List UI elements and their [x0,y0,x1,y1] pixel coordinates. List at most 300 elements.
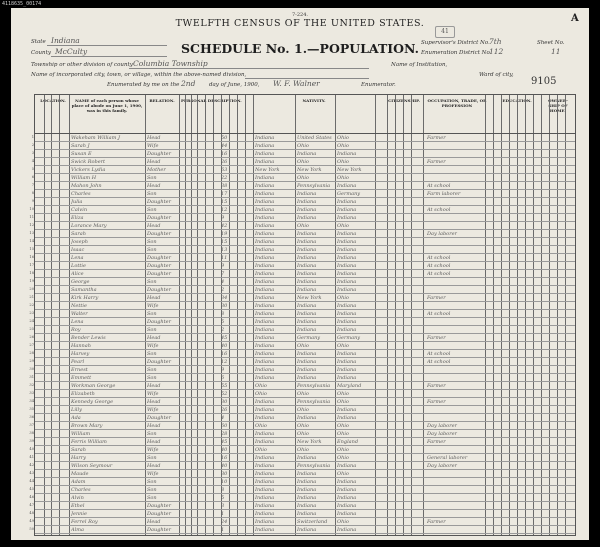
mother-birthplace: Ohio [337,390,349,397]
person-name: Brown Mary [71,422,103,429]
relation: Head [147,294,161,301]
birthplace: Indiana [255,302,275,309]
person-name: Alvin [71,494,84,501]
birthplace: Indiana [255,222,275,229]
person-name: Samantha [71,286,97,293]
birthplace: Indiana [255,518,275,525]
person-name: Pearl [71,358,85,365]
father-birthplace: Indiana [297,262,317,269]
person-name: Swick Robert [71,158,106,165]
row-number: 47 [29,502,34,507]
birthplace: Indiana [255,398,275,405]
father-birthplace: Indiana [297,230,317,237]
person-name: George [71,278,90,285]
relation: Son [147,486,157,493]
person-name: Mahon John [71,182,102,189]
enumerated-label: Enumerated by me on the [107,82,180,88]
person-name: Lorance Mary [71,222,107,229]
row-number: 16 [29,254,34,259]
sheet-no-value: 11 [551,47,561,56]
mother-birthplace: Ohio [337,446,349,453]
birthplace: Indiana [255,238,275,245]
occupation: Day laborer [427,422,457,429]
supervisor-label: Supervisor's District No. [421,40,490,46]
person-name: Sarah [71,446,86,453]
birthplace: Indiana [255,198,275,205]
father-birthplace: Indiana [297,198,317,205]
occupation: At school [427,350,451,357]
person-name: Susan E [71,150,92,157]
age: 15 [221,198,228,205]
age: 55 [221,382,228,389]
person-name: Calvin [71,206,88,213]
relation: Daughter [147,150,171,157]
row-number: 31 [29,374,34,379]
mother-birthplace: Indiana [337,310,357,317]
person-name: Roy [71,326,81,333]
person-name: Harvey [71,350,90,357]
mother-birthplace: Indiana [337,494,357,501]
relation: Son [147,454,157,461]
age: 30 [221,302,228,309]
birthplace: Indiana [255,486,275,493]
age: 50 [221,134,228,141]
relation: Son [147,310,157,317]
row-number: 23 [29,310,34,315]
occupation: At school [427,182,451,189]
father-birthplace: Ohio [297,390,309,397]
mother-birthplace: Indiana [337,238,357,245]
row-number: 27 [29,342,34,347]
relation: Son [147,478,157,485]
person-name: Alice [71,270,84,277]
person-name: Ada [71,414,81,421]
relation: Head [147,462,161,469]
age: 12 [221,206,228,213]
age: 16 [221,454,228,461]
relation: Son [147,430,157,437]
person-name: Hannah [71,342,91,349]
mother-birthplace: Indiana [337,214,357,221]
col-education: EDUCATION. [502,98,532,103]
person-name: Elizabeth [71,390,95,397]
birthplace: Indiana [255,310,275,317]
mother-birthplace: Indiana [337,246,357,253]
mother-birthplace: Indiana [337,230,357,237]
row-number: 29 [29,358,34,363]
relation: Head [147,382,161,389]
row-number: 3 [31,150,34,155]
birthplace: Indiana [255,214,275,221]
sheet-no-label: Sheet No. [537,40,565,46]
incorporated-label: Name of incorporated city, town, or village, within the above-named division, [31,72,247,78]
father-birthplace: Indiana [297,214,317,221]
age: 15 [221,238,228,245]
birthplace: Indiana [255,246,275,253]
father-birthplace: Indiana [297,358,317,365]
birthplace: Indiana [255,334,275,341]
relation: Daughter [147,230,171,237]
father-birthplace: Switzerland [297,518,328,525]
mother-birthplace: Ohio [337,342,349,349]
person-name: Alma [71,526,84,533]
birthplace: Indiana [255,462,275,469]
row-number: 28 [29,350,34,355]
age: 40 [221,446,228,453]
relation: Daughter [147,198,171,205]
person-name: Julia [71,198,83,205]
relation: Wife [147,446,159,453]
col-citizenship: CITIZENSHIP. [388,98,420,103]
age: 4 [221,414,225,421]
relation: Son [147,326,157,333]
row-number: 20 [29,286,34,291]
mother-birthplace: Indiana [337,254,357,261]
age: 38 [221,182,228,189]
mother-birthplace: Indiana [337,278,357,285]
relation: Wife [147,342,159,349]
row-number: 8 [31,190,34,195]
age: 8 [221,310,225,317]
mother-birthplace: Ohio [337,422,349,429]
col-occupation: OCCUPATION, TRADE, OR PROFESSION [427,98,487,108]
person-name: Lilly [71,406,82,413]
father-birthplace: Indiana [297,502,317,509]
row-number: 37 [29,422,34,427]
birthplace: Indiana [255,286,275,293]
age: 5 [221,318,225,325]
relation: Head [147,182,161,189]
township-line [129,68,369,69]
father-birthplace: Indiana [297,414,317,421]
person-name: Sarah [71,230,86,237]
mother-birthplace: Ohio [337,158,349,165]
mother-birthplace: Indiana [337,302,357,309]
row-number: 5 [31,166,34,171]
age: 34 [221,294,228,301]
birthplace: Indiana [255,270,275,277]
mother-birthplace: Ohio [337,398,349,405]
occupation: Day laborer [427,462,457,469]
mother-birthplace: Indiana [337,366,357,373]
person-name: Walter [71,310,88,317]
mother-birthplace: England [337,438,359,445]
age: 16 [221,350,228,357]
person-name: Sarah J [71,142,90,149]
birthplace: Indiana [255,134,275,141]
person-name: Harry [71,454,86,461]
institution-label: Name of Institution, [391,62,448,68]
father-birthplace: Indiana [297,190,317,197]
relation: Daughter [147,318,171,325]
person-name: Bender Lewis [71,334,106,341]
father-birthplace: Indiana [297,526,317,533]
relation: Head [147,334,161,341]
birthplace: Indiana [255,478,275,485]
birthplace: Indiana [255,206,275,213]
father-birthplace: New York [297,294,322,301]
enumerator-label: Enumerator. [361,82,396,88]
age: 42 [221,222,228,229]
mother-birthplace: Germany [337,334,361,341]
occupation: Day laborer [427,230,457,237]
row-number: 43 [29,470,34,475]
age: 7 [221,270,225,277]
relation: Mother [147,166,166,173]
age: 45 [221,334,228,341]
age: 1 [221,510,225,517]
age: 9 [221,366,225,373]
age: 13 [221,246,228,253]
mother-birthplace: Indiana [337,478,357,485]
sheet-letter: A [571,13,579,24]
age: 19 [221,230,228,237]
row-number: 11 [29,214,34,219]
page-number: 9105 [531,76,557,87]
relation: Daughter [147,286,171,293]
mother-birthplace: Ohio [337,222,349,229]
relation: Head [147,422,161,429]
relation: Wife [147,142,159,149]
birthplace: Indiana [255,526,275,533]
age: 2 [221,286,225,293]
birthplace: Indiana [255,230,275,237]
birthplace: Indiana [255,326,275,333]
birthplace: Ohio [255,422,267,429]
birthplace: Indiana [255,190,275,197]
birthplace: Indiana [255,414,275,421]
age: 10 [221,478,228,485]
birthplace: Ohio [255,382,267,389]
row-number: 50 [29,526,34,531]
mother-birthplace: Indiana [337,414,357,421]
father-birthplace: Indiana [297,310,317,317]
mother-birthplace: Indiana [337,182,357,189]
mother-birthplace: Indiana [337,486,357,493]
person-name: Ferris William [71,438,107,445]
occupation: At school [427,358,451,365]
mother-birthplace: Indiana [337,358,357,365]
row-number: 45 [29,486,34,491]
relation: Son [147,246,157,253]
state-value: Indiana [51,36,80,45]
age: 4 [221,278,225,285]
mother-birthplace: Indiana [337,326,357,333]
june-label: day of June, 1900, [209,82,260,88]
day-value: 2nd [181,79,196,88]
person-name: Workman George [71,382,116,389]
age: 24 [221,518,228,525]
form-number: 7-224. [291,12,308,18]
relation: Son [147,206,157,213]
relation: Head [147,134,161,141]
father-birthplace: Indiana [297,510,317,517]
occupation: Farmer [427,134,446,141]
mother-birthplace: Indiana [337,462,357,469]
mother-birthplace: Ohio [337,430,349,437]
relation: Head [147,438,161,445]
person-name: Maude [71,470,89,477]
col-nativity: NATIVITY. [302,98,326,103]
row-number: 14 [29,238,34,243]
father-birthplace: Indiana [297,326,317,333]
age: 44 [221,142,228,149]
age: 8 [221,486,225,493]
father-birthplace: Indiana [297,486,317,493]
row-number: 17 [29,262,34,267]
census-title: TWELFTH CENSUS OF THE UNITED STATES. [175,18,425,29]
birthplace: Indiana [255,350,275,357]
relation: Daughter [147,510,171,517]
mother-birthplace: Maryland [337,382,362,389]
relation: Son [147,190,157,197]
row-number: 10 [29,206,34,211]
relation: Daughter [147,502,171,509]
relation: Head [147,518,161,525]
state-line [47,45,167,46]
birthplace: Indiana [255,438,275,445]
father-birthplace: Indiana [297,454,317,461]
father-birthplace: Indiana [297,366,317,373]
occupation: At school [427,206,451,213]
mother-birthplace: Indiana [337,318,357,325]
age: 40 [221,342,228,349]
mother-birthplace: Ohio [337,142,349,149]
relation: Daughter [147,254,171,261]
col-relation: RELATION. [149,98,175,103]
birthplace: Indiana [255,174,275,181]
father-birthplace: Indiana [297,238,317,245]
row-number: 40 [29,446,34,451]
person-name: Ethel [71,502,85,509]
row-number: 26 [29,334,34,339]
occupation: Farmer [427,398,446,405]
age: 22 [221,174,228,181]
father-birthplace: Ohio [297,142,309,149]
age: 11 [221,254,228,261]
birthplace: Indiana [255,318,275,325]
mother-birthplace: Indiana [337,270,357,277]
father-birthplace: New York [297,166,322,173]
row-number: 38 [29,430,34,435]
mother-birthplace: Ohio [337,294,349,301]
occupation: Farmer [427,334,446,341]
birthplace: Indiana [255,254,275,261]
relation: Wife [147,470,159,477]
birthplace: Indiana [255,278,275,285]
census-sheet [11,8,589,540]
col-location: LOCATION. [40,98,66,103]
father-birthplace: Ohio [297,158,309,165]
occupation: Farmer [427,518,446,525]
age: 17 [221,190,228,197]
person-name: William [71,430,91,437]
age: 5 [221,494,225,501]
father-birthplace: Ohio [297,342,309,349]
birthplace: Indiana [255,294,275,301]
person-name: William H [71,174,97,181]
birthplace: New York [255,166,280,173]
father-birthplace: Pennsylvania [297,382,331,389]
father-birthplace: Ohio [297,446,309,453]
occupation: General laborer [427,454,468,461]
mother-birthplace: Ohio [337,454,349,461]
mother-birthplace: Ohio [337,518,349,525]
father-birthplace: Ohio [297,222,309,229]
relation: Head [147,398,161,405]
row-number: 24 [29,318,34,323]
row-number: 1 [31,134,34,139]
birthplace: Indiana [255,430,275,437]
father-birthplace: Pennsylvania [297,462,331,469]
birthplace: Indiana [255,494,275,501]
mother-birthplace: Ohio [337,134,349,141]
person-name: Charles [71,486,91,493]
row-number: 12 [29,222,34,227]
mother-birthplace: Ohio [337,174,349,181]
father-birthplace: Indiana [297,350,317,357]
father-birthplace: Indiana [297,270,317,277]
birthplace: Indiana [255,406,275,413]
col-ownership: OWNER-SHIP OF HOME. [548,98,568,113]
age: 52 [221,390,228,397]
person-name: Emmett [71,374,92,381]
col-personal: PERSONAL DESCRIPTION. [181,98,242,103]
row-number: 13 [29,230,34,235]
person-name: Charles [71,190,91,197]
county-value: McCulty [55,47,88,56]
mother-birthplace: Indiana [337,198,357,205]
relation: Son [147,278,157,285]
relation: Head [147,222,161,229]
row-number: 32 [29,382,34,387]
age: 6 [221,374,225,381]
relation: Daughter [147,214,171,221]
person-name: Wakeham William J [71,134,120,141]
row-number: 19 [29,278,34,283]
township-value: Columbia Township [133,59,208,68]
mother-birthplace: Indiana [337,262,357,269]
row-number: 2 [31,142,34,147]
row-number: 39 [29,438,34,443]
state-label: State [31,39,46,45]
father-birthplace: Indiana [297,286,317,293]
row-number: 4 [31,158,34,163]
age: 3 [221,502,225,509]
occupation: At school [427,254,451,261]
row-number: 15 [29,246,34,251]
mother-birthplace: Indiana [337,510,357,517]
birthplace: Ohio [255,446,267,453]
age: 28 [221,430,228,437]
person-name: Joseph [71,238,88,245]
birthplace: Indiana [255,150,275,157]
father-birthplace: New York [297,438,322,445]
person-name: Kirk Harry [71,294,99,301]
row-number: 46 [29,494,34,499]
relation: Son [147,350,157,357]
father-birthplace: Ohio [297,430,309,437]
row-number: 36 [29,414,34,419]
birthplace: Indiana [255,502,275,509]
age: 60 [221,422,228,429]
person-name: Lottie [71,262,86,269]
mother-birthplace: Germany [337,190,361,197]
father-birthplace: Germany [297,334,321,341]
relation: Head [147,158,161,165]
birthplace: Indiana [255,358,275,365]
schedule-title: SCHEDULE No. 1.—POPULATION. [181,41,419,56]
